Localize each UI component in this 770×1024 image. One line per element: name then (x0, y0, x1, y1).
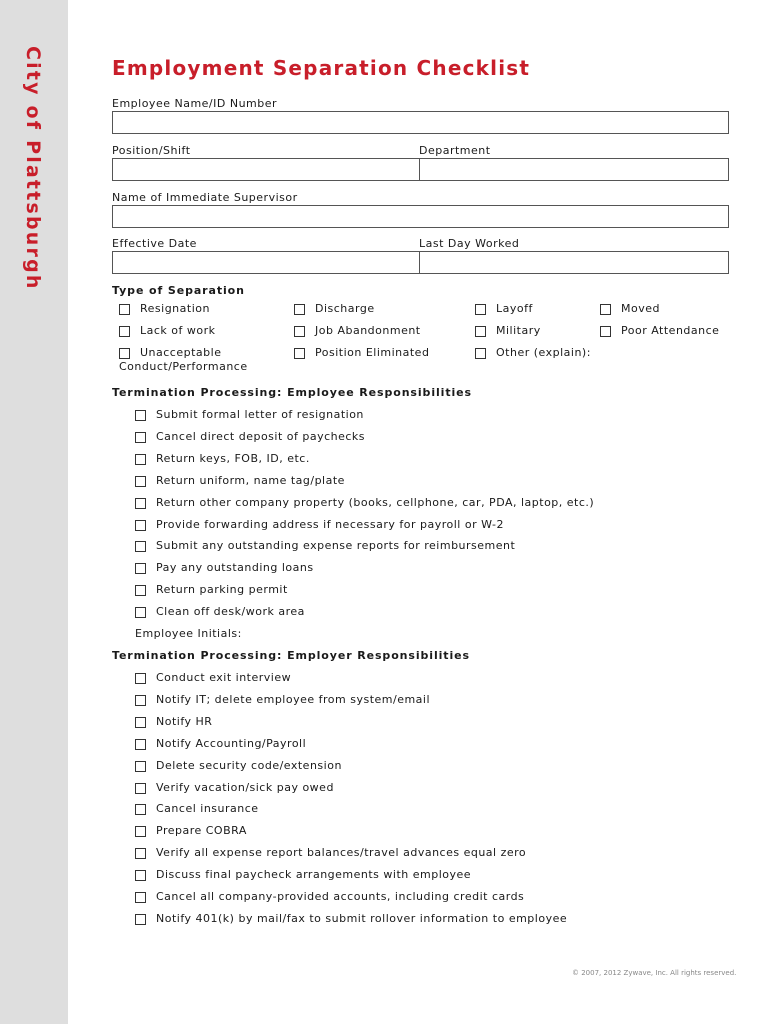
separation-heading: Type of Separation (112, 284, 245, 297)
brand-name: City of Plattsburgh (22, 46, 44, 291)
separation-option-checkbox[interactable] (600, 304, 611, 315)
last-day-field[interactable] (419, 251, 729, 274)
employee-task-label: Cancel direct deposit of paychecks (156, 429, 366, 443)
employee-task-checkbox[interactable] (135, 541, 146, 552)
employee-task-label: Return keys, FOB, ID, etc. (156, 451, 310, 465)
separation-option-label: Job Abandonment (315, 324, 421, 337)
employee-task-label: Submit formal letter of resignation (156, 408, 364, 421)
employee-task-label: Submit any outstanding expense reports for reimbursement (156, 539, 516, 553)
employee-task-checkbox[interactable] (135, 476, 146, 487)
employee-task-checkbox[interactable] (135, 607, 146, 618)
effective-date-label: Effective Date (112, 237, 197, 250)
separation-option-checkbox[interactable] (475, 348, 486, 359)
employee-task-checkbox[interactable] (135, 585, 146, 596)
employer-task-checkbox[interactable] (135, 848, 146, 859)
separation-option-label: Discharge (315, 302, 375, 315)
employee-task-label: Clean off desk/work area (156, 605, 305, 619)
employee-task-label: Return uniform, name tag/plate (156, 473, 345, 487)
employer-task-label: Discuss final paycheck arrangements with employee (156, 868, 472, 882)
position-label: Position/Shift (112, 144, 191, 157)
separation-option-label: Moved (621, 302, 660, 315)
copyright: © 2007, 2012 Zywave, Inc. All rights reserved. (572, 969, 737, 977)
separation-option-checkbox[interactable] (600, 326, 611, 337)
employer-task-label: Cancel insurance (156, 802, 259, 816)
employee-task-label: Return parking permit (156, 583, 288, 597)
page-title: Employment Separation Checklist (112, 56, 531, 80)
employer-task-label: Notify IT; delete employee from system/email (156, 692, 431, 706)
employer-task-label: Delete security code/extension (156, 758, 342, 772)
employer-task-checkbox[interactable] (135, 804, 146, 815)
employee-task-checkbox[interactable] (135, 432, 146, 443)
separation-option-checkbox[interactable] (475, 326, 486, 337)
employer-task-checkbox[interactable] (135, 717, 146, 728)
separation-option-checkbox[interactable] (294, 348, 305, 359)
department-label: Department (419, 144, 491, 157)
employee-responsibilities-heading: Termination Processing: Employee Responsibilities (112, 386, 472, 399)
separation-option-checkbox[interactable] (119, 304, 130, 315)
employee-task-label: Provide forwarding address if necessary for payroll or W-2 (156, 517, 504, 531)
separation-option-label: Poor Attendance (621, 324, 720, 337)
separation-option-label: Position Eliminated (315, 346, 430, 359)
separation-option-checkbox[interactable] (119, 326, 130, 337)
separation-option-label: Military (496, 324, 541, 337)
employer-task-label: Notify Accounting/Payroll (156, 736, 307, 750)
employer-task-checkbox[interactable] (135, 870, 146, 881)
employer-task-label: Verify vacation/sick pay owed (156, 780, 334, 794)
employer-task-label: Cancel all company-provided accounts, including credit cards (156, 890, 525, 903)
employer-task-checkbox[interactable] (135, 783, 146, 794)
department-field[interactable] (419, 158, 729, 181)
sidebar (0, 0, 68, 1024)
employer-task-checkbox[interactable] (135, 673, 146, 684)
employee-task-checkbox[interactable] (135, 410, 146, 421)
separation-option-checkbox[interactable] (475, 304, 486, 315)
position-field[interactable] (112, 158, 420, 181)
employer-task-checkbox[interactable] (135, 914, 146, 925)
employee-task-checkbox[interactable] (135, 520, 146, 531)
employee-name-label: Employee Name/ID Number (112, 97, 278, 110)
employee-initials-label: Employee Initials: (135, 627, 242, 640)
separation-option-label: Unacceptable Conduct/Performance (119, 346, 248, 373)
employee-name-field[interactable] (112, 111, 729, 134)
separation-option-checkbox[interactable] (294, 304, 305, 315)
employee-task-checkbox[interactable] (135, 498, 146, 509)
supervisor-label: Name of Immediate Supervisor (112, 191, 298, 204)
employee-task-label: Return other company property (books, cellphone, car, PDA, laptop, etc.) (156, 495, 595, 509)
effective-date-field[interactable] (112, 251, 420, 274)
supervisor-field[interactable] (112, 205, 729, 228)
employer-task-label: Conduct exit interview (156, 671, 292, 684)
employee-task-checkbox[interactable] (135, 454, 146, 465)
employee-task-checkbox[interactable] (135, 563, 146, 574)
last-day-label: Last Day Worked (419, 237, 520, 250)
employer-task-checkbox[interactable] (135, 826, 146, 837)
employer-task-checkbox[interactable] (135, 739, 146, 750)
separation-option-label: Resignation (140, 302, 210, 315)
employer-task-checkbox[interactable] (135, 892, 146, 903)
separation-option-checkbox[interactable] (294, 326, 305, 337)
separation-option-label: Other (explain): (496, 346, 591, 359)
employee-task-label: Pay any outstanding loans (156, 561, 314, 575)
employer-task-checkbox[interactable] (135, 761, 146, 772)
employer-responsibilities-heading: Termination Processing: Employer Responsibilities (112, 649, 470, 662)
employer-task-label: Prepare COBRA (156, 824, 247, 838)
employer-task-label: Notify 401(k) by mail/fax to submit rollover information to employee (156, 911, 568, 925)
separation-option-label: Lack of work (140, 324, 216, 337)
separation-option-label: Layoff (496, 302, 533, 315)
employer-task-label: Notify HR (156, 714, 213, 728)
employer-task-label: Verify all expense report balances/travel advances equal zero (156, 846, 527, 860)
employer-task-checkbox[interactable] (135, 695, 146, 706)
